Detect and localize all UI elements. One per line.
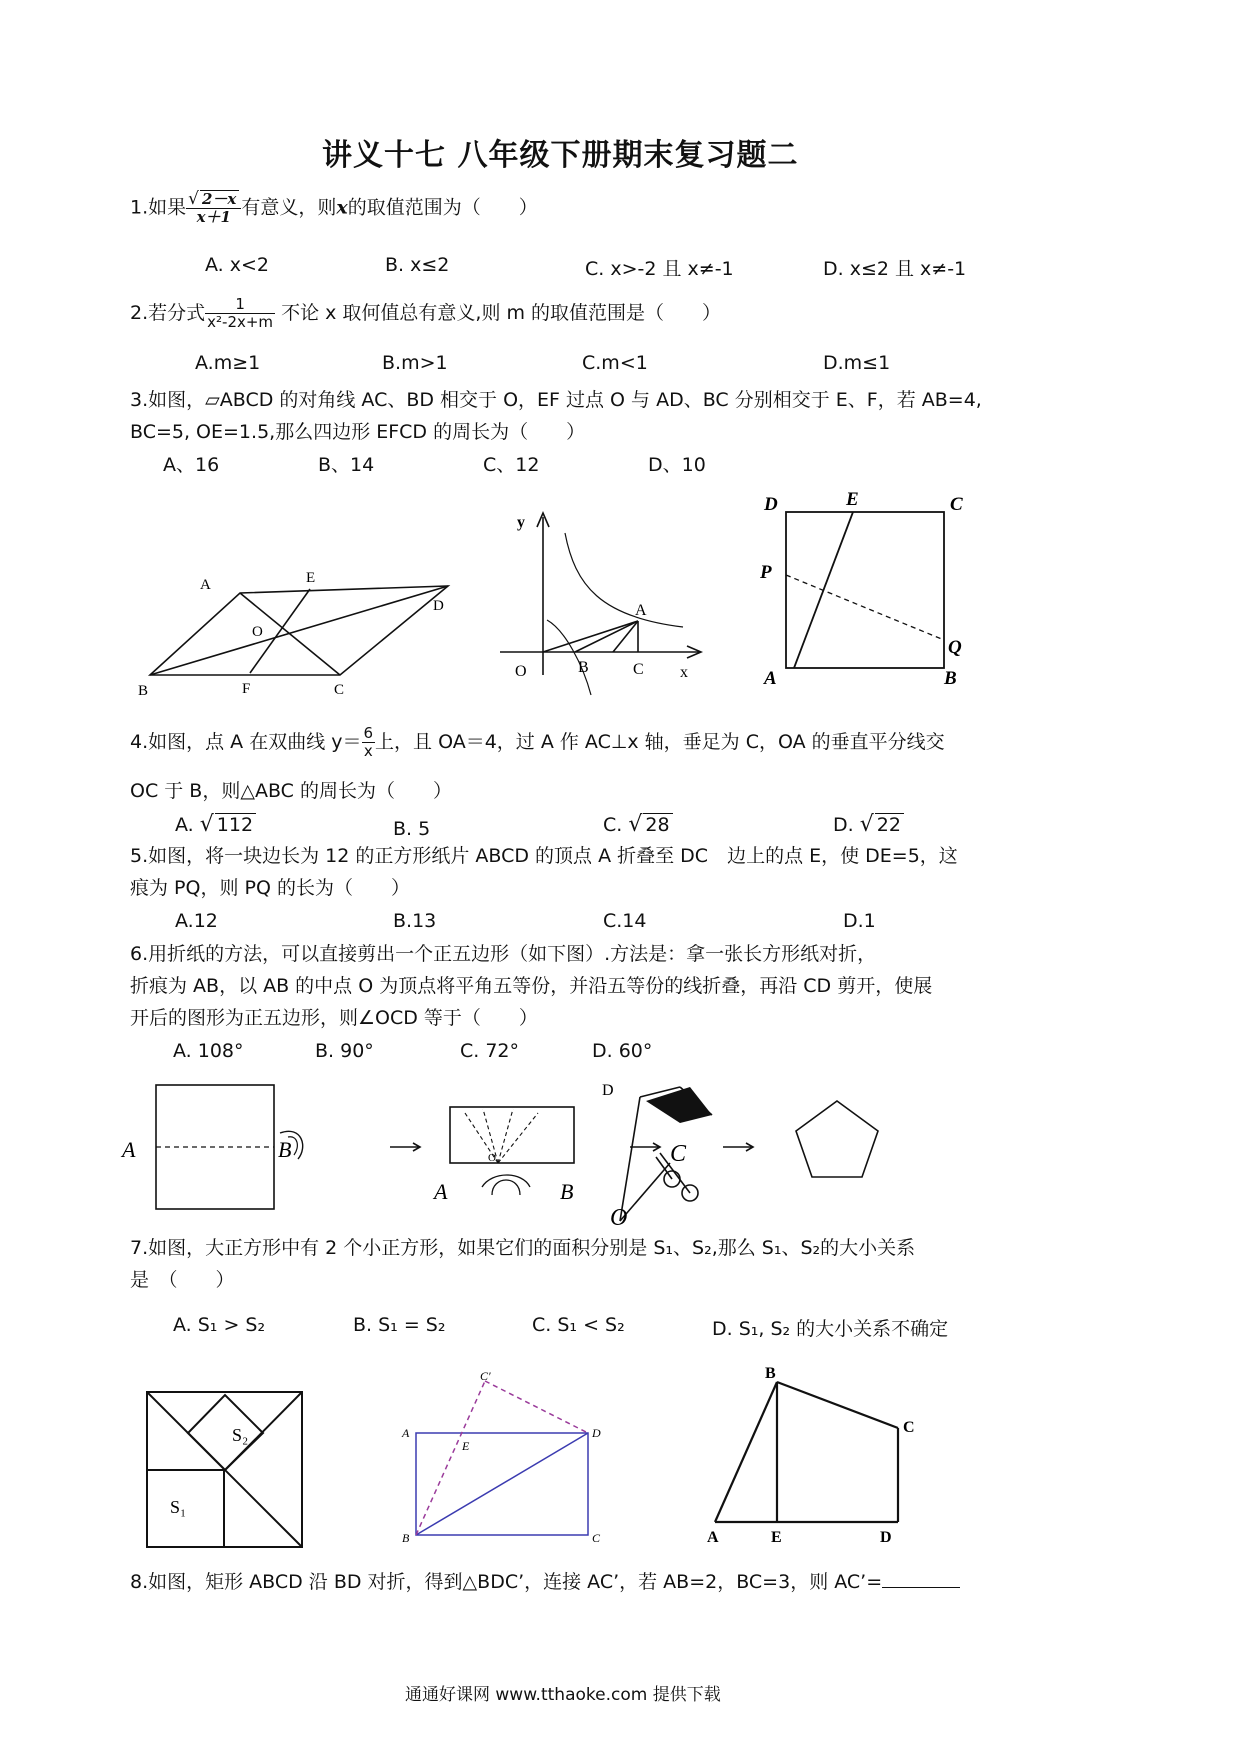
label-A: A (402, 1426, 410, 1440)
question-6-line-2: 折痕为 AB，以 AB 的中点 O 为顶点将平角五等份，并沿五等份的线折叠，再沿 CD 剪开，使展 (130, 975, 933, 997)
question-4-line-1 (130, 725, 945, 760)
q1-mid: 有意义，则 (241, 196, 337, 219)
q6-option-d: D. 60° (592, 1040, 653, 1062)
q4-option-a-radicand: 112 (215, 813, 256, 836)
q1-option-c: C. x>-2 且 x≠-1 (585, 258, 734, 280)
q4-option-b (393, 818, 430, 840)
q5-option-c: C.14 (603, 910, 647, 932)
q6-option-c: C. 72° (460, 1040, 520, 1062)
q1-variable: x (336, 196, 348, 219)
label-C: C (334, 682, 345, 698)
q1-frac-numerator: 2－x (200, 190, 239, 208)
q4-frac-denominator: x (363, 742, 373, 760)
figure-square (750, 490, 980, 690)
q4-option-a-label: A. (175, 814, 200, 836)
q6-option-b: B. 90° (315, 1040, 374, 1062)
label-E: E (771, 1529, 782, 1546)
question-3-line-1: 3.如图，▱ABCD 的对角线 AC、BD 相交于 O，EF 过点 O 与 AD、BC 分别相交于 E、F，若 AB=4, (130, 389, 982, 411)
label-D: D (880, 1529, 892, 1546)
label-A2: A (434, 1179, 448, 1204)
label-D: D (433, 598, 444, 614)
q4-option-c-radicand: 28 (643, 813, 672, 836)
q4-suffix: 上，且 OA＝4，过 A 作 AC⊥x 轴，垂足为 C，OA 的垂直平分线交 (375, 731, 945, 753)
label-P: P (760, 562, 772, 583)
question-2 (130, 296, 721, 331)
q4-option-a: A. √ 112 (175, 812, 256, 837)
q2-fraction (205, 296, 275, 331)
q8-answer-blank (882, 1587, 960, 1588)
q4-frac-numerator: 6 (363, 724, 374, 742)
q3-option-d: D、10 (648, 454, 706, 476)
label-F: F (242, 681, 251, 697)
q4-option-d-label: D. (833, 814, 860, 836)
label-C-prime: C′ (480, 1370, 491, 1383)
q2-suffix: 不论 x 取何值总有意义,则 m 的取值范围是（ ） (281, 302, 722, 324)
question-7-line-2: 是 （ ） (130, 1269, 235, 1291)
label-C: C (950, 494, 963, 515)
label-B: B (138, 683, 149, 699)
q1-option-b: B. x≤2 (385, 254, 450, 276)
q2-option-c: C.m<1 (582, 352, 648, 374)
figure-hyperbola (495, 505, 715, 705)
label-A: A (764, 668, 777, 689)
q1-option-d: D. x≤2 且 x≠-1 (823, 258, 967, 280)
figure-squares (140, 1385, 310, 1555)
q7-option-c: C. S₁ < S₂ (532, 1314, 625, 1336)
label-x-axis: x (680, 664, 688, 681)
q4-option-b-label: B. 5 (393, 818, 431, 840)
label-A1: A (122, 1137, 136, 1162)
q4-option-d-radicand: 22 (875, 813, 904, 836)
q1-frac-denominator: x＋1 (196, 208, 231, 226)
label-E: E (306, 570, 316, 586)
label-D: D (592, 1426, 601, 1440)
label-D3: D (602, 1082, 614, 1099)
q5-option-b: B.13 (393, 910, 437, 932)
q7-option-b: B. S₁ = S₂ (353, 1314, 446, 1336)
q5-option-a: A.12 (175, 910, 218, 932)
q2-option-a: A.m≥1 (195, 352, 261, 374)
label-C: C (592, 1531, 601, 1545)
label-B: B (765, 1365, 776, 1382)
q8-text: 8.如图，矩形 ABCD 沿 BD 对折，得到△BDC’，连接 AC’，若 AB=2，BC=3，则 AC’= (130, 1571, 883, 1593)
q4-option-c: C. √ 28 (603, 812, 673, 837)
q2-option-b: B.m>1 (382, 352, 448, 374)
label-C: C (633, 661, 644, 678)
label-S2: S₂ (232, 1425, 249, 1445)
question-6-line-3: 开后的图形为正五边形，则∠OCD 等于（ ） (130, 1007, 538, 1029)
label-D: D (764, 494, 778, 515)
q2-prefix: 2.若分式 (130, 302, 206, 324)
q6-option-a: A. 108° (173, 1040, 244, 1062)
q2-frac-numerator: 1 (205, 296, 275, 314)
q3-option-a: A、16 (163, 454, 220, 476)
label-A: A (635, 602, 647, 619)
label-B: B (578, 659, 589, 676)
q1-fraction: $\frac{√ 2-x}{x+1}$ (186, 190, 241, 226)
q7-option-a: A. S₁ > S₂ (173, 1314, 266, 1336)
q4-option-c-label: C. (603, 814, 629, 836)
figure-parallelogram (130, 560, 460, 700)
label-O3: O (610, 1205, 628, 1225)
q7-option-d: D. S₁, S₂ 的大小关系不确定 (712, 1318, 949, 1340)
question-5-line-2: 痕为 PQ，则 PQ 的长为（ ） (130, 877, 410, 899)
question-5-line-1: 5.如图，将一块边长为 12 的正方形纸片 ABCD 的顶点 A 折叠至 DC 边上的点 E，使 DE=5，这 (130, 845, 958, 867)
q2-frac-denominator: x²-2x+m (207, 313, 274, 331)
q3-option-b: B、14 (318, 454, 375, 476)
label-A: A (707, 1529, 719, 1546)
label-B2: B (560, 1179, 574, 1204)
figure-trapezoid (695, 1360, 925, 1550)
question-6-line-1: 6.用折纸的方法，可以直接剪出一个正五边形（如下图）.方法是：拿一张长方形纸对折， (130, 943, 877, 965)
label-B: B (402, 1531, 410, 1545)
label-y-axis: y (517, 514, 525, 531)
q3-option-c: C、12 (483, 454, 540, 476)
label-O: O (252, 624, 263, 640)
question-7-line-1: 7.如图，大正方形中有 2 个小正方形，如果它们的面积分别是 S₁、S₂,那么 S₁、S₂的大小关系 (130, 1237, 916, 1259)
question-8 (130, 1566, 960, 1598)
label-A: A (200, 577, 211, 593)
label-origin: O (515, 663, 527, 680)
figure-rectangle-fold (400, 1370, 610, 1550)
label-C3: C (670, 1141, 687, 1167)
q1-suffix: 的取值范围为（ ） (347, 196, 538, 219)
question-1 (130, 190, 538, 226)
label-E: E (462, 1439, 470, 1453)
label-O2: O (488, 1152, 496, 1164)
q5-option-d: D.1 (843, 910, 876, 932)
label-B1: B (278, 1137, 292, 1162)
label-C: C (903, 1419, 915, 1436)
footer: 通通好课网 www.tthaoke.com 提供下载 (405, 1685, 721, 1705)
q2-option-d: D.m≤1 (823, 352, 891, 374)
question-4-line-2: OC 于 B，则△ABC 的周长为（ ） (130, 780, 452, 802)
figure-folding-sequence (120, 1075, 1010, 1225)
q4-fraction (362, 725, 376, 760)
label-Q: Q (948, 637, 962, 658)
q4-prefix: 4.如图，点 A 在双曲线 y＝ (130, 731, 362, 753)
q4-option-d: D. √ 22 (833, 812, 904, 837)
q1-option-a: A. x<2 (205, 254, 269, 276)
label-E: E (846, 490, 859, 510)
label-S1: S₁ (170, 1497, 187, 1517)
q1-prefix: 1.如果 (130, 196, 187, 219)
page-title: 讲义十七 八年级下册期末复习题二 (322, 138, 799, 173)
question-3-line-2: BC=5, OE=1.5,那么四边形 EFCD 的周长为（ ） (130, 421, 586, 443)
label-B: B (944, 668, 957, 689)
